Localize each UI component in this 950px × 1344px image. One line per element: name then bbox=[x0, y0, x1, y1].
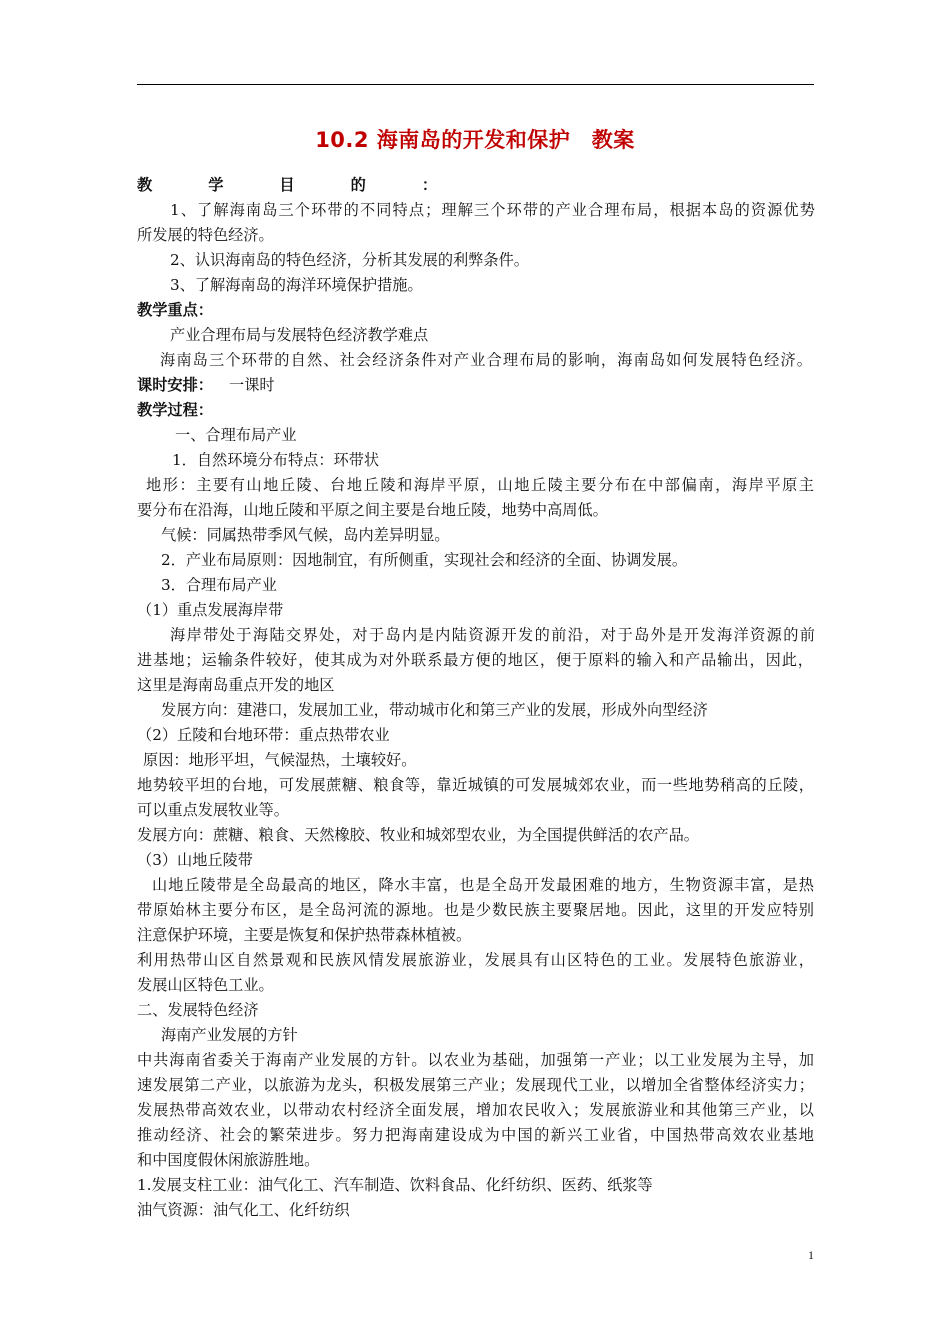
body-line: 地形：主要有山地丘陵、台地丘陵和海岸平原，山地丘陵主要分布在中部偏南，海岸平原主 bbox=[146, 476, 816, 494]
body-line: 所发展的特色经济。 bbox=[137, 226, 274, 244]
schedule-value: 一课时 bbox=[229, 376, 275, 394]
body-line: 原因：地形平坦，气候湿热，土壤较好。 bbox=[143, 751, 417, 769]
body-line: 利用热带山区自然景观和民族风情发展旅游业，发展具有山区特色的工业。发展特色旅游业， bbox=[137, 951, 816, 969]
body-line: 注意保护环境，主要是恢复和保护热带森林植被。 bbox=[137, 926, 472, 944]
body-line: （2）丘陵和台地环带：重点热带农业 bbox=[137, 726, 390, 744]
body-line: 推动经济、社会的繁荣进步。努力把海南建设成为中国的新兴工业省，中国热带高效农业基地 bbox=[137, 1126, 816, 1144]
body-line: 和中国度假休闲旅游胜地。 bbox=[137, 1151, 320, 1169]
body-line: 可以重点发展牧业等。 bbox=[137, 801, 289, 819]
body-line: 发展方向：蔗糖、粮食、天然橡胶、牧业和城郊型农业，为全国提供鲜活的农产品。 bbox=[137, 826, 699, 844]
body-line: 海南产业发展的方针 bbox=[161, 1026, 298, 1044]
body-line: 这里是海南岛重点开发的地区 bbox=[137, 676, 335, 694]
body-line: 二、发展特色经济 bbox=[137, 1001, 259, 1019]
body-line: 1．自然环境分布特点：环带状 bbox=[172, 451, 380, 469]
section-heading-process: 教学过程： bbox=[137, 401, 213, 419]
body-line: （1）重点发展海岸带 bbox=[137, 601, 284, 619]
body-line: 3．合理布局产业 bbox=[161, 576, 277, 594]
body-line: 带原始林主要分布区，是全岛河流的源地。也是少数民族主要聚居地。因此，这里的开发应特别 bbox=[137, 901, 815, 919]
page-number: 1 bbox=[808, 1248, 814, 1262]
body-line: 3、了解海南岛的海洋环境保护措施。 bbox=[170, 276, 423, 294]
body-line: 速发展第二产业，以旅游为龙头，积极发展第三产业；发展现代工业，以增加全省整体经济实力； bbox=[137, 1076, 815, 1094]
body-line: 地势较平坦的台地，可发展蔗糖、粮食等，靠近城镇的可发展城郊农业，而一些地势稍高的丘陵， bbox=[137, 776, 815, 794]
body-line: 2．产业布局原则：因地制宜，有所侧重，实现社会和经济的全面、协调发展。 bbox=[161, 551, 688, 569]
body-line: 海南岛三个环带的自然、社会经济条件对产业合理布局的影响，海南岛如何发展特色经济。 bbox=[160, 351, 814, 369]
body-line: 中共海南省委关于海南产业发展的方针。以农业为基础，加强第一产业；以工业发展为主导，加 bbox=[137, 1051, 815, 1069]
body-line: 发展热带高效农业，以带动农村经济全面发展，增加农民收入；发展旅游业和其他第三产业，以 bbox=[137, 1101, 815, 1119]
body-line: （3）山地丘陵带 bbox=[137, 851, 253, 869]
body-line: 发展山区特色工业。 bbox=[137, 976, 274, 994]
body-line: 2、认识海南岛的特色经济，分析其发展的利弊条件。 bbox=[170, 251, 529, 269]
section-heading-schedule: 课时安排： bbox=[137, 376, 213, 394]
body-line: 山地丘陵带是全岛最高的地区，降水丰富，也是全岛开发最困难的地方，生物资源丰富，是热 bbox=[152, 876, 815, 894]
body-line: 1.发展支柱工业：油气化工、汽车制造、饮料食品、化纤纺织、医药、纸浆等 bbox=[137, 1176, 653, 1194]
body-line: 发展方向：建港口，发展加工业，带动城市化和第三产业的发展，形成外向型经济 bbox=[161, 701, 708, 719]
body-line: 气候：同属热带季风气候，岛内差异明显。 bbox=[161, 526, 450, 544]
section-heading-objectives: 教学目的： bbox=[137, 176, 494, 194]
body-line: 油气资源：油气化工、化纤纺织 bbox=[137, 1201, 350, 1219]
body-line: 1、了解海南岛三个环带的不同特点；理解三个环带的产业合理布局，根据本岛的资源优势 bbox=[170, 201, 817, 219]
body-line: 要分布在沿海，山地丘陵和平原之间主要是台地丘陵，地势中高周低。 bbox=[137, 501, 608, 519]
document-title: 10.2 海南岛的开发和保护 教案 bbox=[315, 128, 635, 152]
body-line: 进基地；运输条件较好，使其成为对外联系最方便的地区，便于原料的输入和产品输出，因此， bbox=[137, 651, 814, 669]
body-line: 一、合理布局产业 bbox=[175, 426, 297, 444]
body-line: 海岸带处于海陆交界处，对于岛内是内陆资源开发的前沿，对于岛外是开发海洋资源的前 bbox=[170, 626, 817, 644]
section-heading-focus: 教学重点： bbox=[137, 301, 213, 319]
header-rule bbox=[137, 84, 814, 85]
body-line: 产业合理布局与发展特色经济教学难点 bbox=[170, 326, 429, 344]
